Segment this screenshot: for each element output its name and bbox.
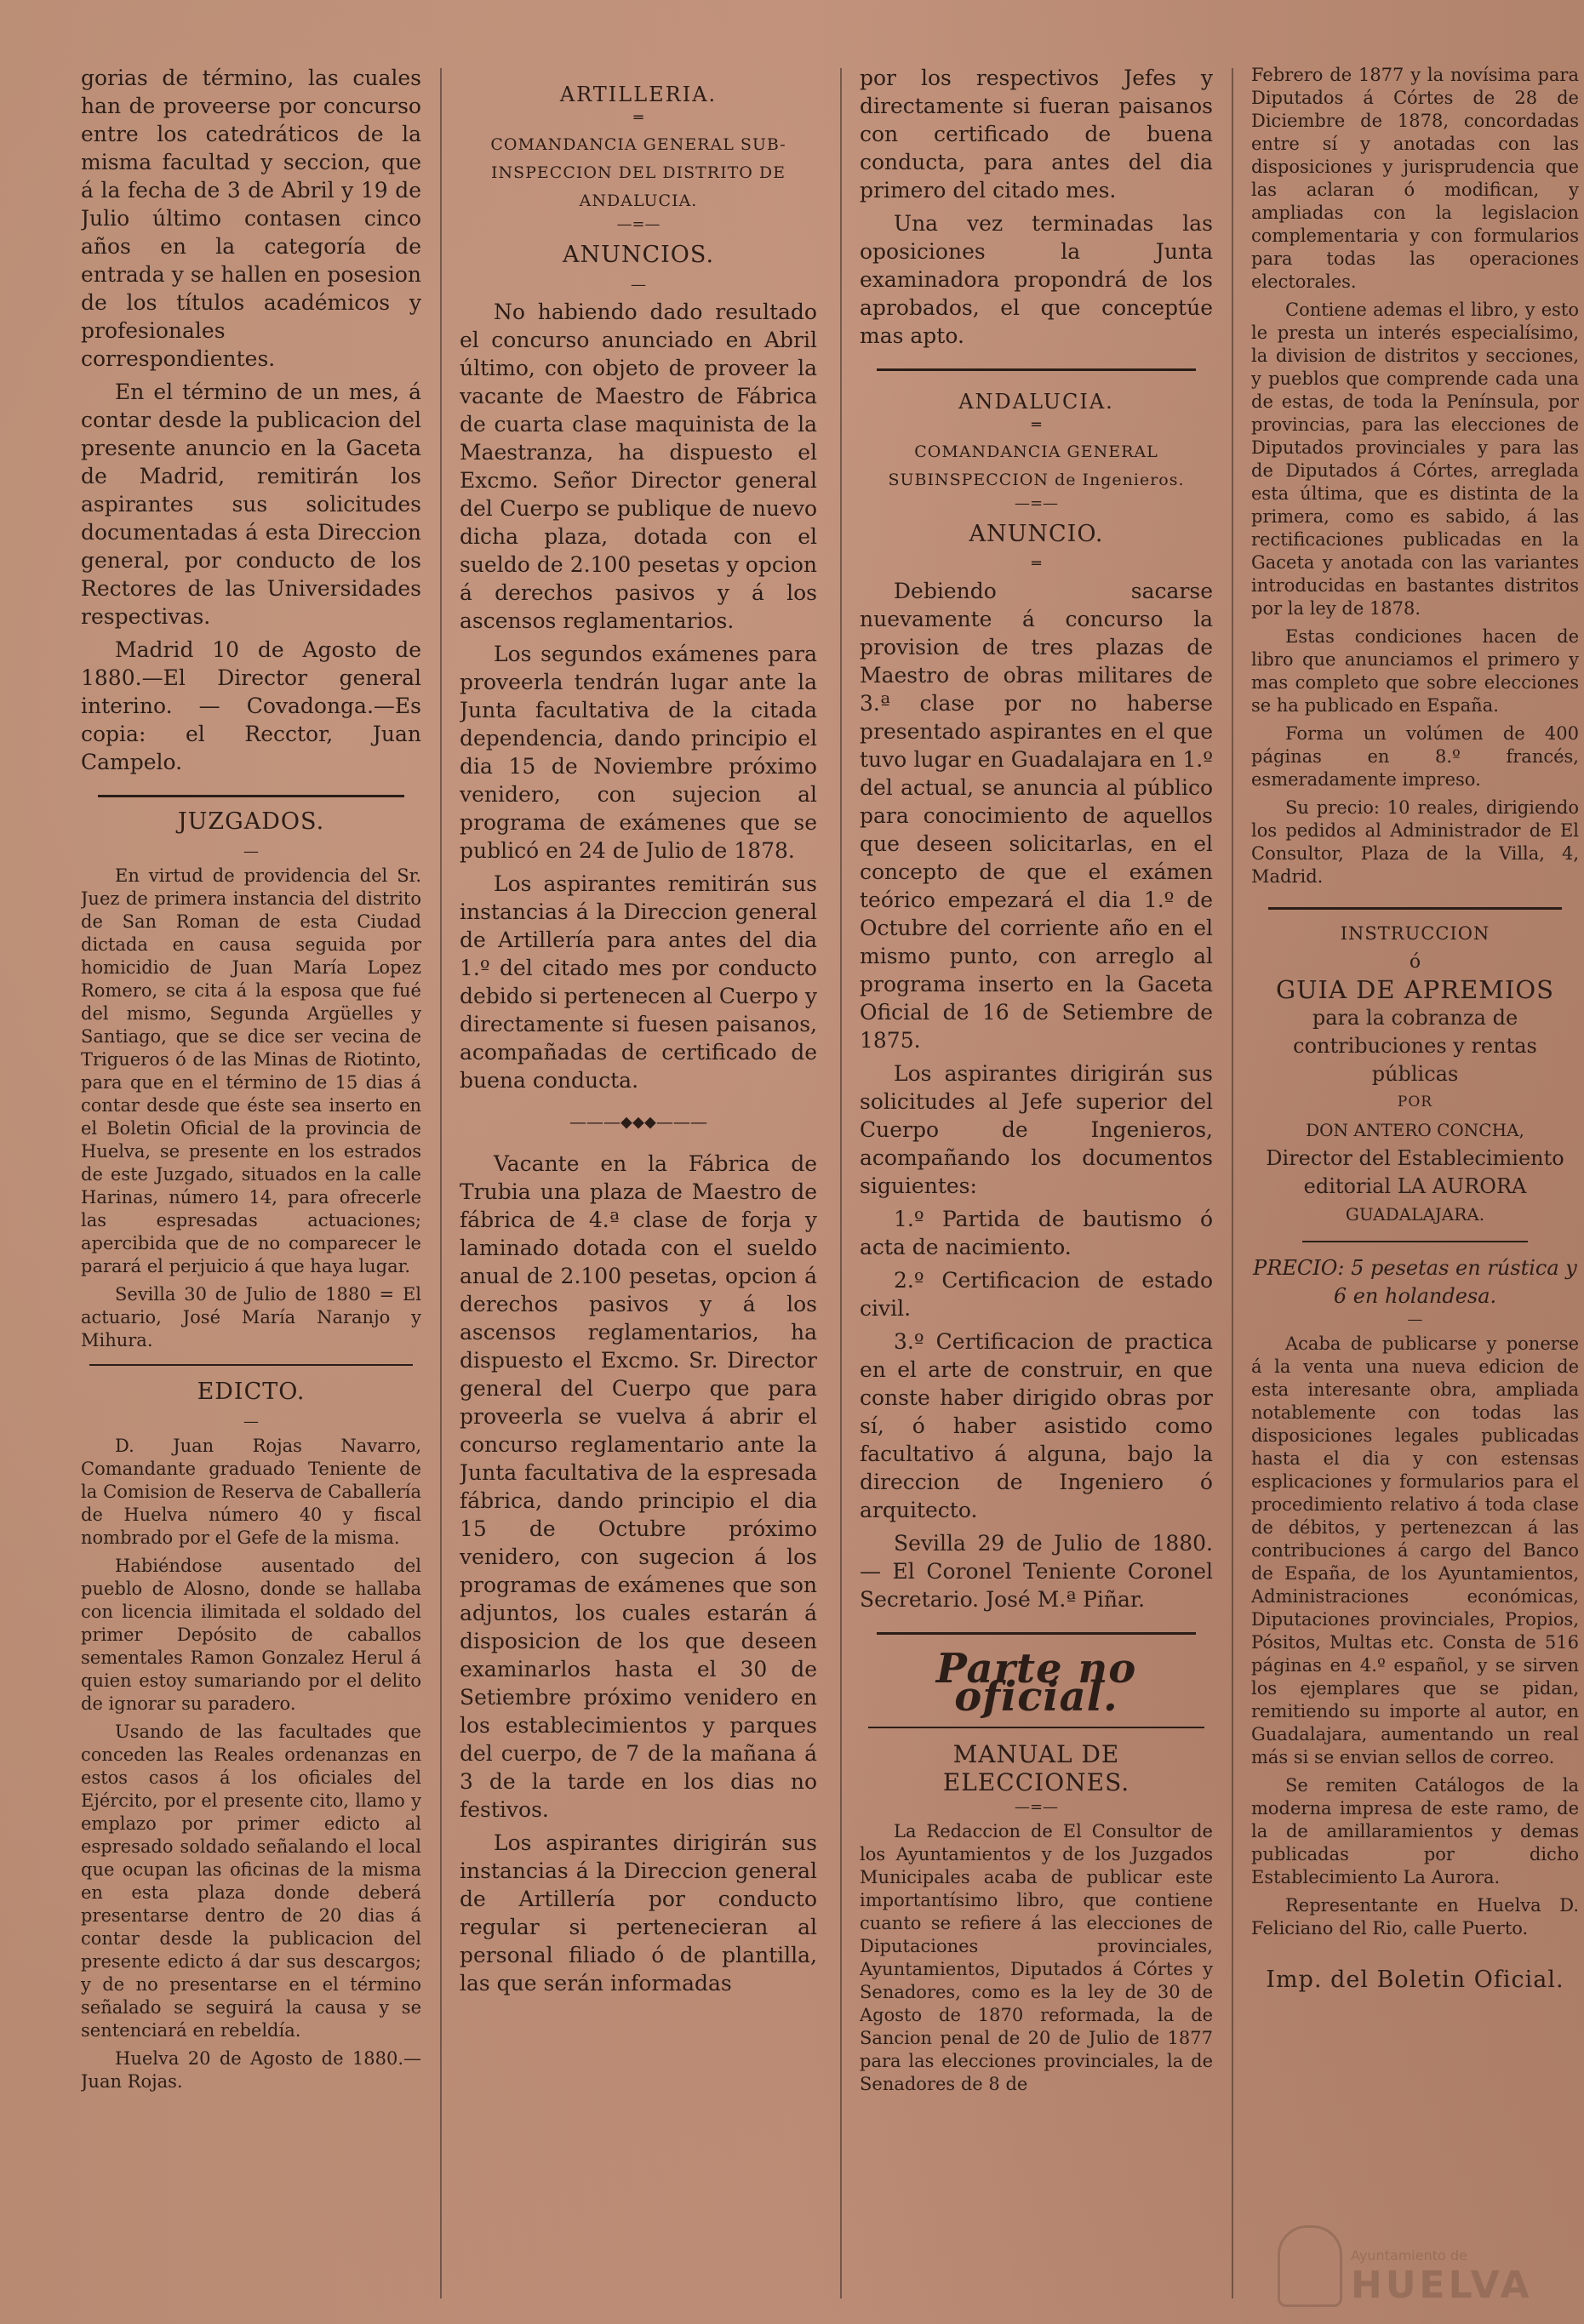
price-label: PRECIO: 5 pesetas en rústica y 6 en holandesa. xyxy=(1253,1256,1577,1308)
section-rule xyxy=(1302,1241,1528,1242)
column-3 xyxy=(860,64,1213,2298)
guia-heading: GUIA DE APREMIOS xyxy=(1275,975,1555,1004)
paragraph: La Redaccion de El Consultor de los Ayuntamientos y de los Juzgados Municipales acaba de publicar este importantísimo libro, que contiene cuanto se refiere á las elecciones de Diputaciones provinciales, Ayuntamientos, Diputados á Córtes y Senadores, como es la ley de 30 de Agosto de 1870 reformada, la de Sancion penal de 20 de Julio de 1877 para las elecciones provinciales, la de Senadores de 8 de xyxy=(860,1821,1213,2094)
dash-ornament: — xyxy=(631,276,646,294)
paragraph: No habiendo dado resultado el concurso anunciado en Abril último, con objeto de proveer la vacante de Maestro de Fábrica de cuarta clase maquinista de la Maestranza, ha dispuesto el Excmo. Señor Director general del Cuerpo se publique de nuevo dicha plaza, dotada con el sueldo de 2.100 pesetas y opcion á derechos pasivos y á los ascensos reglamentarios. xyxy=(460,300,817,633)
column-divider xyxy=(440,68,442,2298)
paragraph: Una vez terminadas las oposiciones la Junta examinadora propondrá de los aprobados, el que conceptúe mas apto. xyxy=(860,211,1213,348)
paragraph: Usando de las facultades que conceden las Reales ordenanzas en estos casos á los oficiales del Ejército, por el presente cito, llamo y emplazo por primer edicto al espresado soldado señalando el local que ocupan las oficinas de la misma en esta plaza donde deberá presentarse dentro de 20 dias á contar desde la publicacion del presente edicto á dar sus descargos; y de no presentarse en el término señalado se seguirá la causa y se sentenciará en rebeldía. xyxy=(81,1722,421,2041)
signature: Sevilla 29 de Julio de 1880. — El Coronel Teniente Coronel Secretario. José M.ª Piñar. xyxy=(860,1531,1213,1612)
column-divider xyxy=(840,68,842,2298)
paragraph: Forma un volúmen de 400 páginas en 8.º francés, esmeradamente impreso. xyxy=(1251,723,1579,790)
dash-ornament: ═ xyxy=(1032,555,1041,573)
paragraph: Vacante en la Fábrica de Trubia una plaza de Maestro de fábrica de 4.ª clase de forja y laminado dotada con el sueldo anual de 2.100 pesetas, opcion á derechos pasivos y á los ascensos reglamentarios, ha dispuesto el Excmo. Sr. Director general del Cuerpo que para proveerla se vuelva á abrir el concurso reglamentario ante la Junta facultativa de la espresada fábrica, dando principio el dia 15 de Octubre próximo venidero, con sugecion á los programas de exámenes que son adjuntos, los cuales estarán á disposicion de los que deseen examinarlos hasta el 30 de Setiembre próximo venidero en los establecimientos y parques del cuerpo, de 7 de la mañana á 3 de la tarde en los dias no festivos. xyxy=(460,1151,817,1822)
signature: Sevilla 30 de Julio de 1880 = El actuario, José María Naranjo y Mihura. xyxy=(81,1284,421,1350)
dash-ornament: — xyxy=(1407,1310,1423,1328)
paragraph: Los aspirantes dirigirán sus solicitudes al Jefe superior del Cuerpo de Ingenieros, acompañando los documentos siguientes: xyxy=(860,1061,1213,1198)
publisher-city: GUADALAJARA. xyxy=(1345,1204,1485,1225)
paragraph: Contiene ademas el libro, y esto le presta un interés especialísimo, la division de distritos y secciones, y pueblos que comprende cada una de estas, de toda la Península, por provincias, para las elecciones de Diputados provinciales y para las de Diputados á Córtes, arreglada esta última, que es distinta de la primera, como es sabido, á las rectificaciones publicadas en la Gaceta y anotada con las variantes introducidas en bastantes distritos por la ley de 1878. xyxy=(1251,300,1579,619)
section-subtitle: COMANDANCIA GENERAL SUBINSPECCION de Ingenieros. xyxy=(888,443,1185,489)
paragraph: Los aspirantes dirigirán sus instancias á la Direccion general de Artillería por conducto regular si pertenecieran al personal filiado ó de plantilla, las que serán informadas xyxy=(460,1830,817,1996)
section-title-andalucia: ANDALUCIA. xyxy=(958,390,1114,414)
paragraph: por los respectivos Jefes y directamente si fueran paisanos con certificado de buena conducta, para antes del dia primero del citado mes. xyxy=(860,66,1213,203)
list-item: 2.º Certificacion de estado civil. xyxy=(860,1268,1213,1321)
column-2 xyxy=(460,64,817,2298)
archive-watermark xyxy=(1278,2205,1533,2307)
column-1 xyxy=(81,64,421,2298)
dash-ornament: —=— xyxy=(1014,494,1059,512)
section-rule xyxy=(98,795,404,797)
section-title-juzgados: JUZGADOS. xyxy=(177,808,325,835)
watermark-line1: Ayuntamiento de xyxy=(1351,2247,1467,2264)
publisher: Director del Establecimiento editorial LA AURORA xyxy=(1266,1146,1564,1198)
guia-subtitle: para la cobranza de contribuciones y rentas públicas xyxy=(1293,1006,1537,1086)
dash-ornament: — xyxy=(243,1413,259,1430)
dash-ornament: —=— xyxy=(1014,1798,1059,1816)
paragraph: Habiéndose ausentado del pueblo de Alosno, donde se hallaba con licencia ilimitada el soldado del primer Depósito de caballos sementales Ramon Gonzalez Herul á quien estoy sumariando por el delito de ignorar su paradero. xyxy=(81,1556,421,1714)
section-title-anuncios: ANUNCIOS. xyxy=(562,242,715,268)
list-item: 1.º Partida de bautismo ó acta de nacimiento. xyxy=(860,1207,1213,1259)
section-title-artilleria: ARTILLERIA. xyxy=(559,83,718,106)
paragraph: Los aspirantes remitirán sus instancias á la Direccion general de Artillería para antes del dia 1.º del citado mes por conducto debido si pertenecen al Cuerpo y directamente si fuesen paisanos, acompañadas de certificado de buena conducta. xyxy=(460,871,817,1093)
section-rule xyxy=(1268,907,1562,910)
paragraph: Debiendo sacarse nuevamente á concurso la provision de tres plazas de Maestro de obras militares de 3.ª clase por no haberse presentado aspirantes en el que tuvo lugar en Guadalajara en 1.º del actual, se anuncia al público para conocimiento de aquellos que deseen solicitarlas, en el concepto de que el exámen teórico empezará el dia 1.º de Octubre del corriente año en el mismo punto, con arreglo al programa inserto en la Gaceta Oficial de 16 de Setiembre de 1875. xyxy=(860,579,1213,1053)
ornament-divider: ———⬥⬥⬥——— xyxy=(569,1111,707,1132)
paragraph: Los segundos exámenes para proveerla tendrán lugar ante la Junta facultativa de la citada dependencia, dando principio el dia 15 de Noviembre próximo venidero, con sujecion al programa de exámenes que se publicó en 24 de Julio de 1878. xyxy=(460,642,817,863)
paragraph: En el término de un mes, á contar desde la publicacion del presente anuncio en la Gaceta de Madrid, remitirán los aspirantes sus solicitudes documentadas á esta Direccion general, por conducto de los Rectores de las Universidades respectivas. xyxy=(81,380,421,629)
signature: Huelva 20 de Agosto de 1880.— Juan Rojas. xyxy=(81,2048,421,2092)
parte-no-oficial-heading: Parte no oficial. xyxy=(935,1645,1137,1721)
paragraph: D. Juan Rojas Navarro, Comandante graduado Teniente de la Comision de Reserva de Caballería de Huelva número 40 y fiscal nombrado por el Gefe de la misma. xyxy=(81,1436,421,1548)
author-name: DON ANTERO CONCHA, xyxy=(1306,1120,1524,1140)
por-label: POR xyxy=(1397,1093,1433,1111)
imprint: Imp. del Boletin Oficial. xyxy=(1266,1967,1564,1993)
list-item: 3.º Certificacion de practica en el arte de construir, en que conste haber dirigido obras por sí, ó haber asistido como facultativo á alguna, bajo la direccion de Ingeniero ó arquitecto. xyxy=(860,1329,1213,1522)
dash-ornament: ═ xyxy=(1032,416,1041,434)
dash-ornament: — xyxy=(243,842,259,860)
section-rule xyxy=(877,1632,1196,1635)
paragraph: Su precio: 10 reales, dirigiendo los pedidos al Administrador de El Consultor, Plaza de la Villa, 4, Madrid. xyxy=(1251,797,1579,887)
paragraph: Estas condiciones hacen de libro que anunciamos el primero y mas completo que sobre elecciones se ha publicado en España. xyxy=(1251,626,1579,716)
dash-ornament: ═ xyxy=(633,109,643,127)
seal-icon xyxy=(1278,2225,1342,2307)
section-rule xyxy=(877,368,1196,371)
instruccion-heading: INSTRUCCION xyxy=(1340,923,1490,944)
dash-ornament: —=— xyxy=(616,215,660,233)
section-title-manual: MANUAL DE ELECCIONES. xyxy=(942,1740,1130,1796)
section-title-anuncio: ANUNCIO. xyxy=(969,521,1104,547)
column-4 xyxy=(1251,64,1579,2298)
paragraph: gorias de término, las cuales han de proveerse por concurso entre los catedráticos de la misma facultad y seccion, que á la fecha de 3 de Abril y 19 de Julio último contasen cinco años en la categoría de entrada y se hallen en posesion de los títulos académicos y profesionales correspondientes. xyxy=(81,66,421,371)
column-divider xyxy=(1232,68,1233,2298)
paragraph: Se remiten Catálogos de la moderna impresa de este ramo, de la de amillaramientos y demas publicadas por dicho Establecimiento La Aurora. xyxy=(1251,1775,1579,1887)
paragraph: En virtud de providencia del Sr. Juez de primera instancia del distrito de San Roman de esta Ciudad dictada en causa seguida por homicidio de Juan María Lopez Romero, se cita á la esposa que fué del mismo, Segunda Argüelles y Santiago, que se dice ser vecina de Trigueros ó de las Minas de Riotinto, para que en el término de 15 dias á contar desde que éste sea inserto en el Boletin Oficial de la provincia de Huelva, se presente en los estrados de este Juzgado, situados en la calle Harinas, número 14, para ofrecerle las espresadas actuaciones; apercibida que de no comparecer le parará el perjuicio á que haya lugar. xyxy=(81,865,421,1276)
paragraph: Representante en Huelva D. Feliciano del Rio, calle Puerto. xyxy=(1251,1895,1579,1939)
section-subtitle: COMANDANCIA GENERAL SUB-INSPECCION DEL DISTRITO DE ANDALUCIA. xyxy=(490,135,786,210)
o-connector: ó xyxy=(1409,951,1421,973)
section-rule xyxy=(89,1364,413,1366)
paragraph: Febrero de 1877 y la novísima para Diputados á Córtes de 28 de Diciembre de 1878, concordadas entre sí y anotadas con las disposiciones y jurisprudencia que las aclaran ó modifican, y ampliadas con la legislacion complementaria y con formularios para todas las operaciones electorales. xyxy=(1251,65,1579,292)
paragraph: Madrid 10 de Agosto de 1880.—El Director general interino. — Covadonga.—Es copia: el Recctor, Juan Campelo. xyxy=(81,637,421,774)
section-rule xyxy=(868,1727,1204,1728)
watermark-line2: HUELVA xyxy=(1351,2264,1533,2307)
section-title-edicto: EDICTO. xyxy=(197,1379,306,1405)
paragraph: Acaba de publicarse y ponerse á la venta una nueva edicion de esta interesante obra, ampliada notablemente con todas las disposiciones legales publicadas hasta el dia y con estensas esplicaciones y formularios para el procedimiento relativo á toda clase de débitos, y pertenezcan á las contribuciones á cargo del Banco de España, de los Ayuntamientos, Administraciones económicas, Diputaciones provinciales, Propios, Pósitos, Multas etc. Consta de 516 páginas en 4.º español, y se sirven los ejemplares que se pidan, remitiendo su importe al autor, en Guadalajara, aumentando un real más si se envian sellos de correo. xyxy=(1251,1333,1579,1767)
